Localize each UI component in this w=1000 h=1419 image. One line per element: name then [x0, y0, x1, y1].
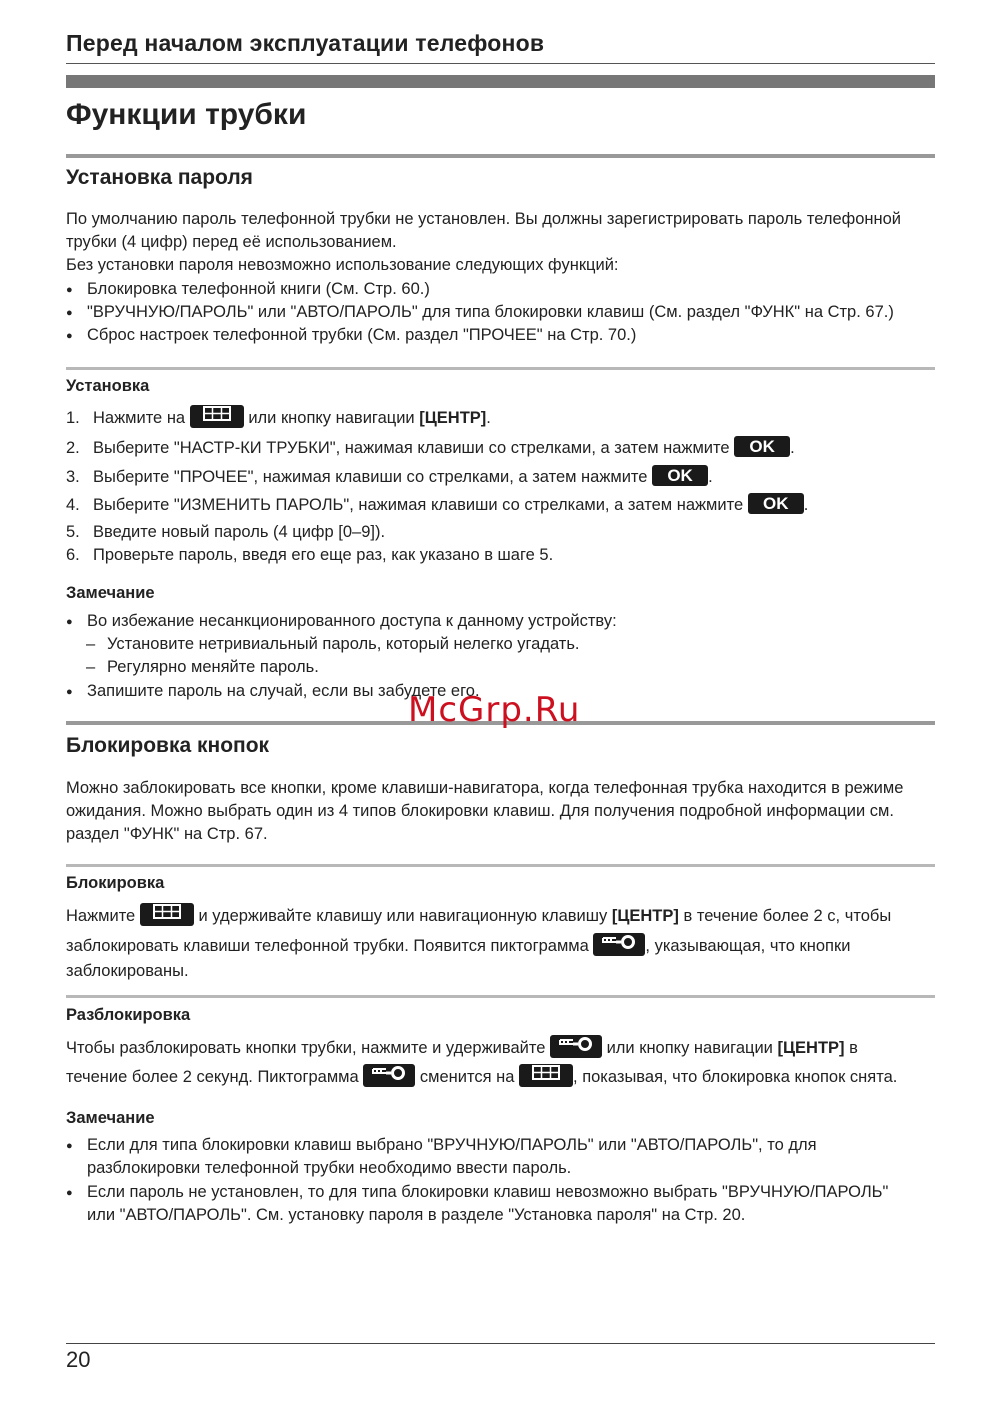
subsection-rule — [66, 367, 935, 370]
lock-intro-line: раздел "ФУНК" на Стр. 67. — [66, 825, 268, 843]
key-lock-icon — [363, 1064, 415, 1087]
note-title: Замечание — [66, 1109, 155, 1127]
watermark: McGrp.Ru — [408, 690, 581, 730]
password-section-title: Установка пароля — [66, 166, 253, 189]
list-item-continuation: разблокировки телефонной трубки необходимо ввести пароль. — [87, 1159, 572, 1177]
footer-rule — [66, 1343, 935, 1344]
lock-section-title: Блокировка кнопок — [66, 734, 270, 757]
menu-key-icon — [140, 903, 194, 926]
unlock-text-line: течение более 2 секунд. Пиктограмма сменится на , показывая, что блокировка кнопок снята. — [66, 1066, 897, 1089]
lock-text-line: Нажмите и удерживайте клавишу или навигационную клавишу [ЦЕНТР] в течение более 2 с, чтобы — [66, 905, 891, 928]
list-item-continuation: или "АВТО/ПАРОЛЬ". См. установку пароля в разделе "Установка пароля" на Стр. 20. — [87, 1206, 746, 1224]
menu-key-icon — [519, 1064, 573, 1087]
password-intro-line: По умолчанию пароль телефонной трубки не установлен. Вы должны зарегистрировать пароль телефонной — [66, 210, 901, 228]
setup-title: Установка — [66, 377, 150, 395]
subsection-rule — [66, 864, 935, 867]
menu-key-icon — [190, 405, 244, 428]
lock-intro-line: Можно заблокировать все кнопки, кроме клавиши-навигатора, когда телефонная трубка находится в режиме — [66, 779, 904, 797]
subsection-rule — [66, 995, 935, 998]
document-page: Перед началом эксплуатации телефонов Функции трубки Установка пароля По умолчанию пароль телефонной трубки не установлен. Вы должны зарегистрировать пароль телефонной трубки (4 цифр) перед её использованием. Без установки пароля невозможно использование следующих функций: Блокировка телефонной книги (См. Стр. 60.) "ВРУЧНУЮ/ПАРОЛЬ" или "АВТО/ПАРОЛЬ" для типа блокировки клавиш (См. раздел "ФУНК" на Стр. 67.) Сброс настроек телефонной трубки (См. раздел "ПРОЧЕЕ" на Стр. 70.) Установка 1. Нажмите на или кнопку навигации [ЦЕНТР]. 2. Выберите "НАСТР-КИ ТРУБКИ", нажимая клавиши со стрелками, а затем нажмите OK . 3. Выберите "ПРОЧЕЕ", нажимая клавиши со стрелками, а затем нажмите OK . 4. Выберите "ИЗМЕНИТЬ ПАРОЛЬ", нажимая клавиши со стрелками, а затем нажмите OK . 5. Введите новый пароль (4 цифр [0–9]). 6. Проверьте пароль, введя его еще раз, как указано в шаге 5. Замечание Во избежание несанкционированного доступа к данному устройству: – Установите нетривиальный пароль, который нелегко угадать. – Регулярно меняйте пароль. Запишите пароль на случай, если вы забудете его. Блокировка кнопок Можно заблокировать все кнопки, кроме клавиши-навигатора, когда телефонная трубка находится в режиме ожидания. Можно выбрать один из 4 типов блокировки клавиш. Для получения подробной информации см. раздел "ФУНК" на Стр. 67. Блокировка Нажмите и удерживайте клавишу или навигационную клавишу [ЦЕНТР] в течение более 2 с, чтобы заблокировать клавиши телефонной трубки. Появится пиктограмма , указывающая, что кнопки заблокированы. Разблокировка Чтобы разблокировать кнопки трубки, нажмите и удерживайте или кнопку навигации [ЦЕНТР] в течение более 2 секунд. Пиктограмма сменится на , показывая, что блокировка кнопок снята. Замечание Если для типа блокировки клавиш выбрано "ВРУЧНУЮ/ПАРОЛЬ" или "АВТО/ПАРОЛЬ", то для разблокировки телефонной трубки необходимо ввести пароль. Если пароль не установлен, то для типа блокировки клавиш невозможно выбрать "ВРУЧНУЮ/ПАРОЛЬ" или "АВТО/ПАРОЛЬ". См. установку пароля в разделе "Установка пароля" на Стр. 20. 20 McGrp.Ru — [66, 0, 935, 1419]
header-bar — [66, 75, 935, 88]
lock-text-line: заблокировать клавиши телефонной трубки. Появится пиктограмма , указывающая, что кнопки — [66, 935, 850, 958]
key-lock-icon — [593, 933, 645, 956]
ok-key-icon: OK — [652, 465, 708, 486]
ok-key-icon: OK — [748, 493, 804, 514]
running-header: Перед началом эксплуатации телефонов — [66, 30, 545, 56]
password-intro-line: Без установки пароля невозможно использование следующих функций: — [66, 256, 619, 274]
unlock-text-line: Чтобы разблокировать кнопки трубки, нажмите и удерживайте или кнопку навигации [ЦЕНТР] в — [66, 1037, 858, 1060]
header-rule — [66, 63, 935, 64]
page-title: Функции трубки — [66, 98, 307, 131]
unlock-title: Разблокировка — [66, 1006, 191, 1024]
lock-intro-line: ожидания. Можно выбрать один из 4 типов блокировки клавиш. Для получения подробной информации см. — [66, 802, 894, 820]
ok-key-icon: OK — [734, 436, 790, 457]
lock-title: Блокировка — [66, 874, 165, 892]
section-rule — [66, 154, 935, 158]
lock-text-line: заблокированы. — [66, 962, 189, 980]
key-lock-icon — [550, 1035, 602, 1058]
password-intro-line: трубки (4 цифр) перед её использованием. — [66, 233, 397, 251]
note-title: Замечание — [66, 584, 155, 602]
page-number: 20 — [66, 1347, 91, 1372]
